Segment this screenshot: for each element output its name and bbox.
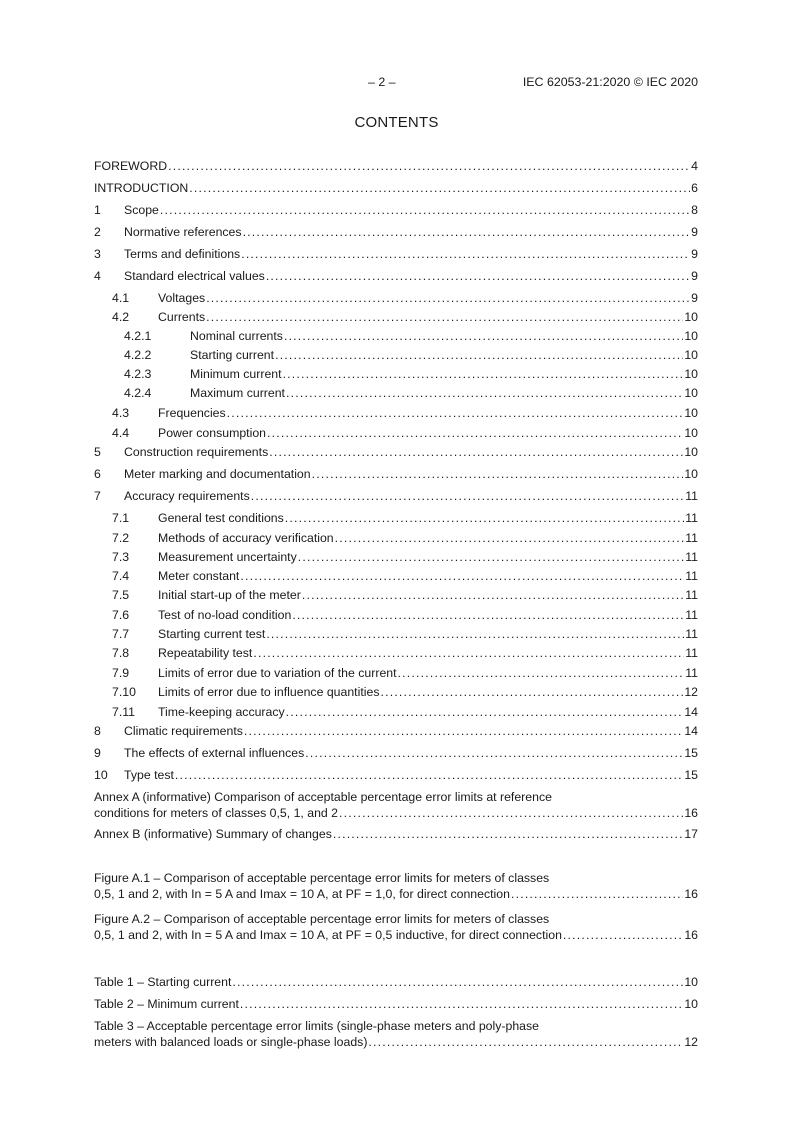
toc-entry-number: 7 — [94, 489, 101, 503]
toc-entry-title: General test conditions — [158, 511, 284, 525]
toc-entry[interactable] — [94, 626, 698, 642]
toc-entry-page: 11 — [685, 569, 698, 583]
figure-entry[interactable] — [94, 870, 698, 902]
table-entry[interactable] — [94, 974, 698, 990]
toc-entry-number: 4.3 — [112, 406, 130, 420]
toc-entry-page: 14 — [684, 705, 698, 719]
page-header — [0, 75, 793, 93]
toc-entry-number: 5 — [94, 445, 101, 459]
toc-entry-number: 7.2 — [112, 531, 130, 545]
toc-entry[interactable] — [94, 224, 698, 240]
toc-entry-number: 4.2 — [112, 310, 130, 324]
table-entry[interactable] — [94, 1018, 698, 1050]
toc-entry-number: 4.2.3 — [124, 367, 152, 381]
toc-entry-title: Maximum current — [190, 386, 285, 400]
toc-entry-page: 14 — [684, 724, 698, 738]
toc-entry[interactable] — [94, 645, 698, 661]
toc-entry-page: 4 — [691, 159, 698, 173]
figure-entry[interactable] — [94, 911, 698, 943]
toc-entry[interactable] — [94, 246, 698, 262]
toc-entry[interactable] — [94, 745, 698, 761]
page-number: – 2 – — [368, 75, 396, 89]
toc-entry-number: 9 — [94, 746, 101, 760]
toc-entry-title: Starting current — [190, 348, 275, 362]
toc-entry-page: 15 — [684, 746, 698, 760]
toc-entry-title: Construction requirements — [124, 445, 269, 459]
toc-entry-title: Time-keeping accuracy — [158, 705, 285, 719]
toc-entry-number: 2 — [94, 225, 101, 239]
toc-entry-page: 10 — [684, 467, 698, 481]
toc-entry[interactable] — [94, 202, 698, 218]
toc-entry-page: 9 — [691, 247, 698, 261]
toc-entry[interactable] — [94, 268, 698, 284]
toc-entry-title: Frequencies — [158, 406, 226, 420]
toc-entry-page: 11 — [685, 646, 698, 660]
toc-entry-title: Annex B (informative) Summary of changes — [94, 827, 332, 841]
figure-entry-title: Figure A.2 – Comparison of acceptable percentage error limits for meters of classes — [94, 912, 550, 926]
toc-entry-title: Normative references — [124, 225, 242, 239]
toc-entry-number: 10 — [94, 768, 108, 782]
toc-entry-page: 10 — [684, 348, 698, 362]
toc-entry[interactable] — [94, 510, 698, 526]
toc-entry-title: Repeatability test — [158, 646, 253, 660]
table-entry-title: Table 1 – Starting current — [94, 975, 232, 989]
toc-entry[interactable] — [94, 607, 698, 623]
toc-entry-page: 9 — [691, 291, 698, 305]
toc-entry-page: 12 — [684, 685, 698, 699]
table-entry-page: 12 — [684, 1035, 698, 1049]
toc-entry-title: Voltages — [158, 291, 206, 305]
toc-entry-page: 11 — [685, 627, 698, 641]
contents-title: CONTENTS — [354, 114, 439, 131]
toc-entry-number: 7.11 — [112, 705, 136, 719]
table-entry-page: 10 — [684, 975, 698, 989]
toc-entry-title: Limits of error due to variation of the current — [158, 666, 397, 680]
toc-entry-number: 7.6 — [112, 608, 130, 622]
toc-entry[interactable] — [94, 405, 698, 421]
toc-entry[interactable] — [94, 158, 698, 174]
toc-entry-title: Currents — [158, 310, 206, 324]
toc-entry-title: Meter marking and documentation — [124, 467, 311, 481]
toc-entry-page: 11 — [685, 531, 698, 545]
toc-entry-title-cont: conditions for meters of classes 0,5, 1, and 2 — [94, 806, 339, 820]
figure-entry-title: Figure A.1 – Comparison of acceptable percentage error limits for meters of classes — [94, 871, 550, 885]
toc-entry-title: Climatic requirements — [124, 724, 243, 738]
toc-entry[interactable] — [94, 290, 698, 306]
toc-entry[interactable] — [94, 684, 698, 700]
figure-entry-page: 16 — [684, 928, 698, 942]
toc-entry[interactable] — [94, 309, 698, 325]
table-entry-title: Table 2 – Minimum current — [94, 997, 239, 1011]
toc-entry-title: Power consumption — [158, 426, 266, 440]
toc-entry-title: The effects of external influences — [124, 746, 305, 760]
toc-entry[interactable] — [94, 549, 698, 565]
toc-entry-number: 3 — [94, 247, 101, 261]
figure-entry-page: 16 — [684, 887, 698, 901]
toc-entry-number: 4.2.4 — [124, 386, 152, 400]
toc-entry-page: 10 — [684, 367, 698, 381]
toc-entry-number: 7.1 — [112, 511, 130, 525]
table-entry[interactable] — [94, 996, 698, 1012]
toc-entry-number: 7.7 — [112, 627, 130, 641]
table-entry-title: Table 3 – Acceptable percentage error limits (single-phase meters and poly-phase — [94, 1019, 539, 1033]
toc-entry-number: 7.5 — [112, 588, 130, 602]
toc-entry-number: 1 — [94, 203, 101, 217]
toc-entry-title: Measurement uncertainty — [158, 550, 297, 564]
toc-entry-annex-a[interactable] — [94, 789, 698, 821]
toc-entry-title: Test of no-load condition — [158, 608, 292, 622]
toc-entry-title: FOREWORD — [94, 159, 168, 173]
toc-entry[interactable] — [94, 704, 698, 720]
toc-entry-page: 11 — [685, 588, 698, 602]
toc-entry-page: 11 — [685, 666, 698, 680]
toc-entry-title: Annex A (informative) Comparison of acceptable percentage error limits at reference — [94, 790, 552, 804]
toc-entry-title: Nominal currents — [190, 329, 283, 343]
toc-entry[interactable] — [94, 347, 698, 363]
toc-entry-page: 16 — [684, 806, 698, 820]
toc-entry[interactable] — [94, 568, 698, 584]
figure-entry-title-cont: 0,5, 1 and 2, with In = 5 A and Imax = 10 A, at PF = 0,5 inductive, for direct connection — [94, 928, 562, 942]
toc-entry-title: Methods of accuracy verification — [158, 531, 334, 545]
toc-entry-number: 6 — [94, 467, 101, 481]
toc-entry-number: 7.4 — [112, 569, 130, 583]
toc-entry-title: Terms and definitions — [124, 247, 241, 261]
toc-entry-title: Initial start-up of the meter — [158, 588, 301, 602]
toc-entry-page: 10 — [684, 426, 698, 440]
toc-entry-title: Starting current test — [158, 627, 266, 641]
toc-entry-page: 10 — [684, 386, 698, 400]
toc-entry[interactable] — [94, 385, 698, 401]
table-entry-page: 10 — [684, 997, 698, 1011]
document-id: IEC 62053-21:2020 © IEC 2020 — [522, 75, 698, 89]
toc-entry[interactable] — [94, 488, 698, 504]
toc-entry-title: Limits of error due to influence quantities — [158, 685, 380, 699]
toc-entry[interactable] — [94, 587, 698, 603]
toc-entry-number: 4 — [94, 269, 101, 283]
toc-entry-title: Minimum current — [190, 367, 282, 381]
toc-entry-page: 10 — [684, 329, 698, 343]
toc-entry-page: 11 — [685, 550, 698, 564]
toc-entry-number: 4.1 — [112, 291, 130, 305]
toc-entry[interactable] — [94, 366, 698, 382]
toc-entry-title: Accuracy requirements — [124, 489, 250, 503]
toc-entry[interactable] — [94, 466, 698, 482]
toc-entry[interactable] — [94, 328, 698, 344]
toc-entry-page: 15 — [684, 768, 698, 782]
toc-entry-title: INTRODUCTION — [94, 181, 189, 195]
toc-entry-number: 4.2.2 — [124, 348, 152, 362]
toc-entry-title: Standard electrical values — [124, 269, 265, 283]
toc-entry-number: 8 — [94, 724, 101, 738]
toc-entry-page: 10 — [684, 445, 698, 459]
toc-entry-page: 6 — [691, 181, 698, 195]
toc-entry-page: 9 — [691, 225, 698, 239]
toc-entry-page: 17 — [684, 827, 698, 841]
toc-entry[interactable] — [94, 180, 698, 196]
toc-entry-number: 4.4 — [112, 426, 130, 440]
toc-entry-number: 7.10 — [112, 685, 136, 699]
toc-entry-page: 11 — [685, 511, 698, 525]
toc-entry[interactable] — [94, 723, 698, 739]
toc-entry-page: 10 — [684, 310, 698, 324]
toc-entry-number: 7.8 — [112, 646, 130, 660]
toc-entry-number: 4.2.1 — [124, 329, 152, 343]
toc-entry-annex-b[interactable] — [94, 826, 698, 842]
toc-entry[interactable] — [94, 444, 698, 460]
toc-entry-number: 7.3 — [112, 550, 130, 564]
toc-entry-page: 9 — [691, 269, 698, 283]
toc-entry-page: 11 — [685, 489, 698, 503]
toc-entry[interactable] — [94, 530, 698, 546]
toc-entry-page: 11 — [685, 608, 698, 622]
toc-entry-title: Meter constant — [158, 569, 240, 583]
toc-entry-number: 7.9 — [112, 666, 130, 680]
toc-entry-title: Type test — [124, 768, 174, 782]
figure-entry-title-cont: 0,5, 1 and 2, with In = 5 A and Imax = 10 A, at PF = 1,0, for direct connection — [94, 887, 510, 901]
toc-entry[interactable] — [94, 767, 698, 783]
toc-entry-page: 8 — [691, 203, 698, 217]
toc-entry-title: Scope — [124, 203, 159, 217]
table-entry-title-cont: meters with balanced loads or single-phase loads) — [94, 1035, 368, 1049]
toc-entry[interactable] — [94, 665, 698, 681]
toc-entry-page: 10 — [684, 406, 698, 420]
toc-entry[interactable] — [94, 425, 698, 441]
